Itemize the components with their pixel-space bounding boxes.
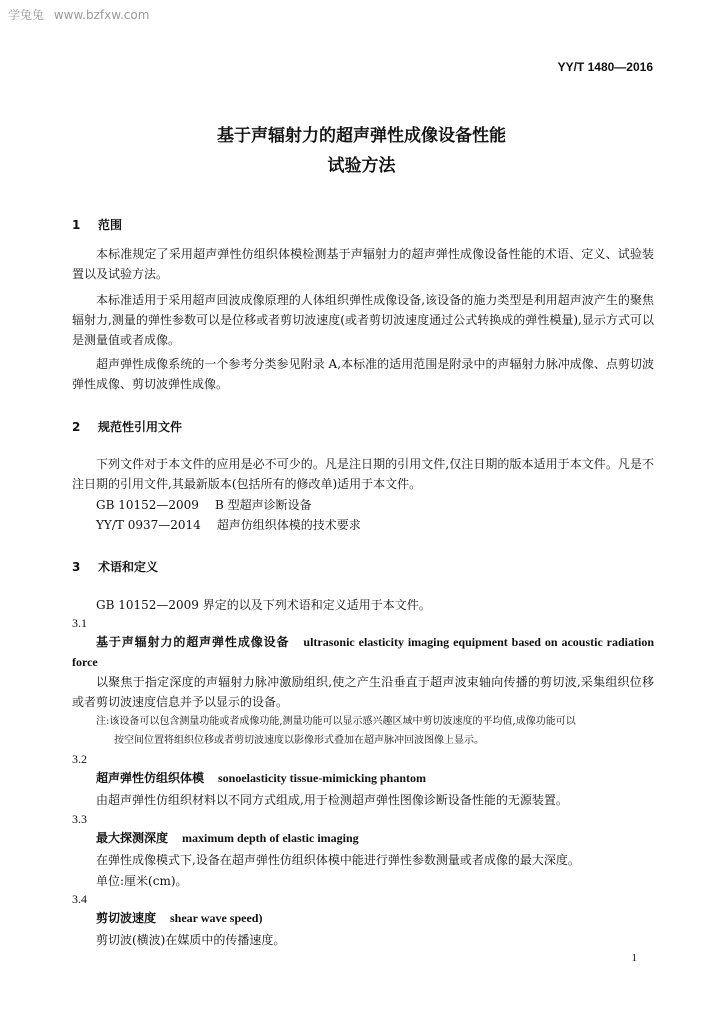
scope-paragraph-1: 本标准规定了采用超声弹性仿组织体模检测基于声辐射力的超声弹性成像设备性能的术语、定义、试验装置以及试验方法。: [72, 247, 654, 281]
reference-item: [96, 496, 312, 513]
term-number: 3.4: [72, 892, 87, 906]
term-entry: [72, 768, 654, 788]
term-number: 3.1: [72, 616, 87, 630]
term-english: sonoelasticity tissue-mimicking phantom: [218, 771, 427, 785]
term-english: shear wave speed): [170, 911, 263, 925]
term-number: 3.2: [72, 752, 87, 766]
term-english: maximum depth of elastic imaging: [182, 831, 359, 845]
term-chinese: 基于声辐射力的超声弹性成像设备: [96, 635, 290, 649]
section-heading-terms: [72, 558, 158, 575]
watermark: [8, 6, 149, 23]
term-definition: 剪切波(横波)在媒质中的传播速度。: [96, 933, 286, 947]
document-title-line1: 基于声辐射力的超声弹性成像设备性能: [217, 126, 506, 146]
section-heading-normative-refs: [72, 418, 182, 435]
term-note: [96, 712, 656, 750]
scope-paragraph-3: 超声弹性成像系统的一个参考分类参见附录 A,本标准的适用范围是附录中的声辐射力脉冲成像、点剪切波弹性成像、剪切波弹性成像。: [72, 357, 654, 391]
note-line-2: 按空间位置将组织位移或者剪切波速度以影像形式叠加在超声脉冲回波图像上显示。: [114, 735, 484, 746]
term-entry: [72, 908, 654, 928]
term-chinese: 剪切波速度: [96, 911, 157, 925]
document-title-line2: 试验方法: [327, 156, 396, 176]
section-number: 3: [72, 560, 81, 574]
term-unit: 单位:厘米(cm)。: [96, 874, 188, 888]
reference-name: 超声仿组织体模的技术要求: [216, 518, 361, 532]
watermark-site-name: 学兔兔: [8, 8, 45, 22]
term-definition: 由超声弹性仿组织材料以不同方式组成,用于检测超声弹性图像诊断设备性能的无源装置。: [96, 793, 568, 807]
reference-item: [96, 516, 361, 533]
term-number: 3.3: [72, 812, 87, 826]
reference-code: YY/T 0937—2014: [96, 518, 201, 532]
watermark-site-url: www.bzfxw.com: [53, 8, 150, 22]
section-title: 范围: [98, 218, 123, 232]
term-english: ultrasonic elasticity imaging equipment based on acoustic radiation force: [72, 635, 654, 669]
term-definition: 在弹性成像模式下,设备在超声弹性仿组织体模中能进行弹性参数测量或者成像的最大深度。: [96, 853, 580, 867]
page-number: 1: [631, 952, 637, 964]
section-number: 2: [72, 420, 81, 434]
section-title: 规范性引用文件: [98, 420, 183, 434]
section-number: 1: [72, 218, 81, 232]
term-entry: [72, 828, 654, 848]
standard-code: YY/T 1480—2016: [557, 60, 653, 74]
section-title: 术语和定义: [98, 560, 159, 574]
term-chinese: 最大探测深度: [96, 831, 169, 845]
scope-paragraph-2: 本标准适用于采用超声回波成像原理的人体组织弹性成像设备,该设备的施力类型是利用超声波产生的聚焦辐射力,测量的弹性参数可以是位移或者剪切波速度(或者剪切波速度通过公式转换成的弹性模量),显示方式可以是测量值或者成像。: [72, 293, 654, 347]
term-definition: 以聚焦于指定深度的声辐射力脉冲激励组织,使之产生沿垂直于超声波束轴向传播的剪切波,采集组织位移或者剪切波速度信息并予以显示的设备。: [72, 675, 654, 709]
normative-refs-paragraph: 下列文件对于本文件的应用是必不可少的。凡是注日期的引用文件,仅注日期的版本适用于本文件。凡是不注日期的引用文件,其最新版本(包括所有的修改单)适用于本文件。: [72, 457, 654, 491]
term-chinese: 超声弹性仿组织体模: [96, 771, 205, 785]
note-line-1: 注:该设备可以包含测量功能或者成像功能,测量功能可以显示感兴趣区域中剪切波速度的平均值,成像功能可以: [96, 716, 576, 727]
section-heading-scope: [72, 216, 122, 233]
term-entry: [72, 632, 654, 672]
terms-intro: GB 10152—2009 界定的以及下列术语和定义适用于本文件。: [96, 598, 431, 612]
reference-name: B 型超声诊断设备: [214, 498, 312, 512]
reference-code: GB 10152—2009: [96, 498, 199, 512]
